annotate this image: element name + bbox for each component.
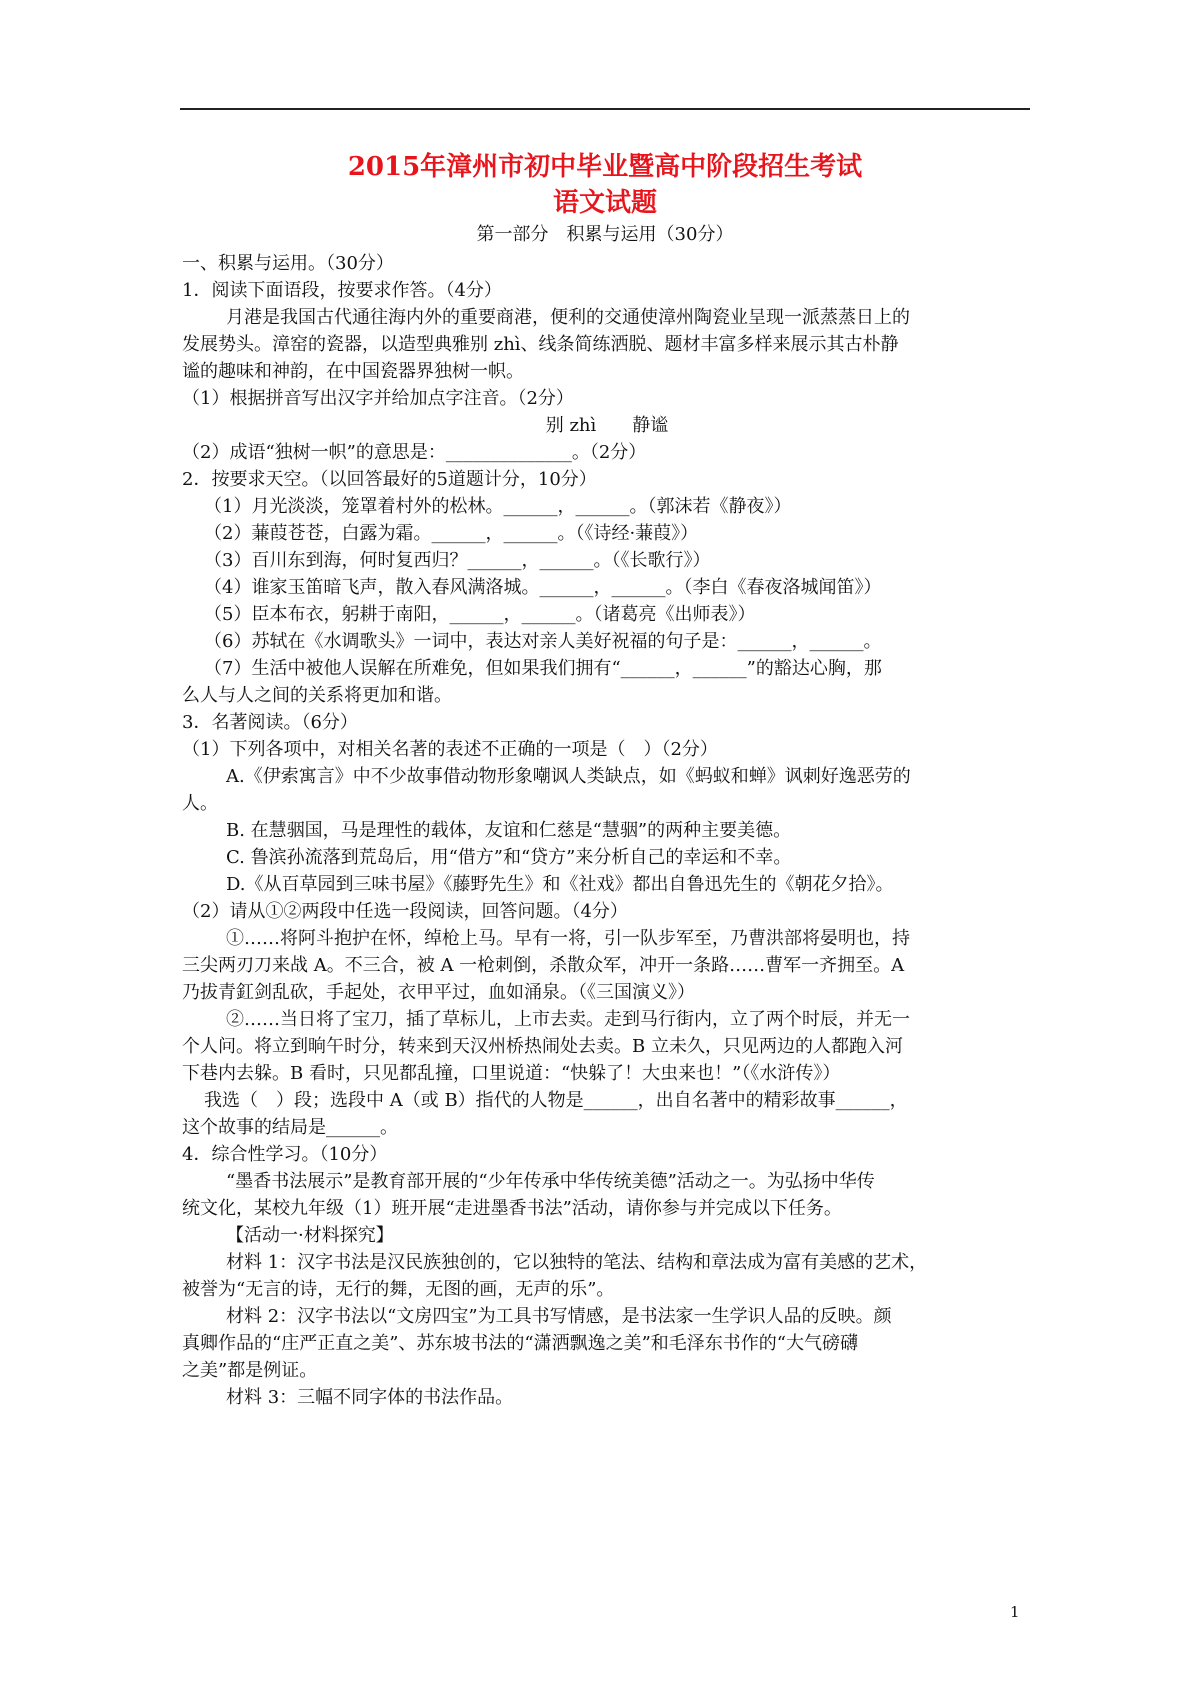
fill-blank-item: （1）月光淡淡，笼罩着村外的松林。______，______。（郭沫若《静夜》） bbox=[204, 496, 792, 517]
excerpt-line: 三尖两刃刀来战 A。不三合，被 A 一枪刺倒，杀散众军，冲开一条路……曹军一齐拥至。A bbox=[182, 955, 905, 976]
part-heading: 第一部分 积累与运用（30分） bbox=[476, 224, 734, 245]
question-4-heading: 4．综合性学习。（10分） bbox=[182, 1144, 388, 1165]
fill-blank-item: （5）臣本布衣，躬耕于南阳，______，______。（诸葛亮《出师表》） bbox=[204, 604, 756, 625]
material-line: 材料 1：汉字书法是汉民族独创的，它以独特的笔法、结构和章法成为富有美感的艺术， bbox=[226, 1252, 928, 1273]
question-1-heading: 1．阅读下面语段，按要求作答。（4分） bbox=[182, 280, 502, 301]
excerpt-line: 下巷内去躲。B 看时，只见都乱撞，口里说道：“快躲了！大虫来也！”（《水浒传》） bbox=[182, 1063, 841, 1084]
fill-blank-item: （4）谁家玉笛暗飞声，散入春风满洛城。______，______。（李白《春夜洛城闻笛》） bbox=[204, 577, 882, 598]
option-d: D.《从百草园到三味书屋》《藤野先生》和《社戏》都出自鲁迅先生的《朝花夕拾》。 bbox=[226, 874, 894, 895]
excerpt-line: 乃拔青釭剑乱砍，手起处，衣甲平过，血如涌泉。（《三国演义》） bbox=[182, 982, 695, 1003]
question-3-heading: 3．名著阅读。（6分） bbox=[182, 712, 358, 733]
exam-subtitle: 语文试题 bbox=[552, 188, 657, 218]
answer-prompt: 我选（ ）段；选段中 A（或 B）指代的人物是______，出自名著中的精彩故事______， bbox=[204, 1090, 908, 1111]
exam-body bbox=[182, 250, 1032, 1411]
sub-question: （2）请从①②两段中任选一段阅读，回答问题。（4分） bbox=[182, 901, 628, 922]
exam-title: 2015年漳州市初中毕业暨高中阶段招生考试 bbox=[347, 152, 863, 182]
intro-line: “墨香书法展示”是教育部开展的“少年传承中华传统美德”活动之一。为弘扬中华传 bbox=[226, 1171, 875, 1192]
sub-question: （1）根据拼音写出汉字并给加点字注音。（2分） bbox=[182, 388, 574, 409]
intro-line: 统文化，某校九年级（1）班开展“走进墨香书法”活动，请你参与并完成以下任务。 bbox=[182, 1198, 842, 1219]
passage-line: 发展势头。漳窑的瓷器，以造型典雅别 zhì、线条简练洒脱、题材丰富多样来展示其古朴静 bbox=[182, 334, 899, 355]
fill-blank-item: （7）生活中被他人误解在所难免，但如果我们拥有“______，______”的豁达心胸，那 bbox=[204, 658, 882, 679]
material-line: 被誉为“无言的诗，无行的舞，无图的画，无声的乐”。 bbox=[182, 1279, 615, 1300]
material-line: 材料 2：汉字书法以“文房四宝”为工具书写情感，是书法家一生学识人品的反映。颜 bbox=[226, 1306, 892, 1327]
fill-blank-item: （3）百川东到海，何时复西归？______，______。（《长歌行》） bbox=[204, 550, 711, 571]
passage-line: 月港是我国古代通往海内外的重要商港，便利的交通使漳州陶瓷业呈现一派蒸蒸日上的 bbox=[226, 307, 910, 328]
activity-heading: 【活动一·材料探究】 bbox=[226, 1225, 394, 1246]
pinyin-items: 别 zhì 静谧 bbox=[545, 415, 669, 436]
option-a: A.《伊索寓言》中不少故事借动物形象嘲讽人类缺点，如《蚂蚁和蝉》讽刺好逸恶劳的 bbox=[226, 766, 911, 787]
material-line: 材料 3：三幅不同字体的书法作品。 bbox=[226, 1387, 514, 1408]
question-2-heading: 2．按要求天空。（以回答最好的5道题计分，10分） bbox=[182, 469, 597, 490]
fill-blank-item: （2）蒹葭苍苍，白露为霜。______，______。（《诗经·蒹葭》） bbox=[204, 523, 699, 544]
excerpt-line: 个人问。将立到晌午时分，转来到天汉州桥热闹处去卖。B 立未久，只见两边的人都跑入河 bbox=[182, 1036, 903, 1057]
passage-line: 谧的趣味和神韵，在中国瓷器界独树一帜。 bbox=[182, 361, 524, 382]
excerpt-line: ②……当日将了宝刀，插了草标儿，上市去卖。走到马行街内，立了两个时辰，并无一 bbox=[226, 1009, 910, 1030]
option-a: 人。 bbox=[182, 793, 218, 814]
excerpt-line: ①……将阿斗抱护在怀，绰枪上马。早有一将，引一队步军至，乃曹洪部将晏明也，持 bbox=[226, 928, 910, 949]
page-number: 1 bbox=[1010, 1603, 1020, 1621]
material-line: 真卿作品的“庄严正直之美”、苏东坡书法的“潇洒飘逸之美”和毛泽东书作的“大气磅礴 bbox=[182, 1333, 859, 1354]
option-c: C. 鲁滨孙流落到荒岛后，用“借方”和“贷方”来分析自己的幸运和不幸。 bbox=[226, 847, 792, 868]
material-line: 之美”都是例证。 bbox=[182, 1360, 318, 1381]
fill-blank-item: （6）苏轼在《水调歌头》一词中，表达对亲人美好祝福的句子是：______，______。 bbox=[204, 631, 882, 652]
fill-blank-item: 么人与人之间的关系将更加和谐。 bbox=[182, 685, 452, 706]
sub-question: （1）下列各项中，对相关名著的表述不正确的一项是（ ）（2分） bbox=[182, 739, 718, 760]
section-heading: 一、积累与运用。（30分） bbox=[182, 253, 394, 274]
top-rule bbox=[180, 108, 1030, 110]
option-b: B. 在慧骃国，马是理性的载体，友谊和仁慈是“慧骃”的两种主要美德。 bbox=[226, 820, 792, 841]
sub-question: （2）成语“独树一帜”的意思是：______________。（2分） bbox=[182, 442, 647, 463]
answer-prompt: 这个故事的结局是______。 bbox=[182, 1117, 398, 1138]
